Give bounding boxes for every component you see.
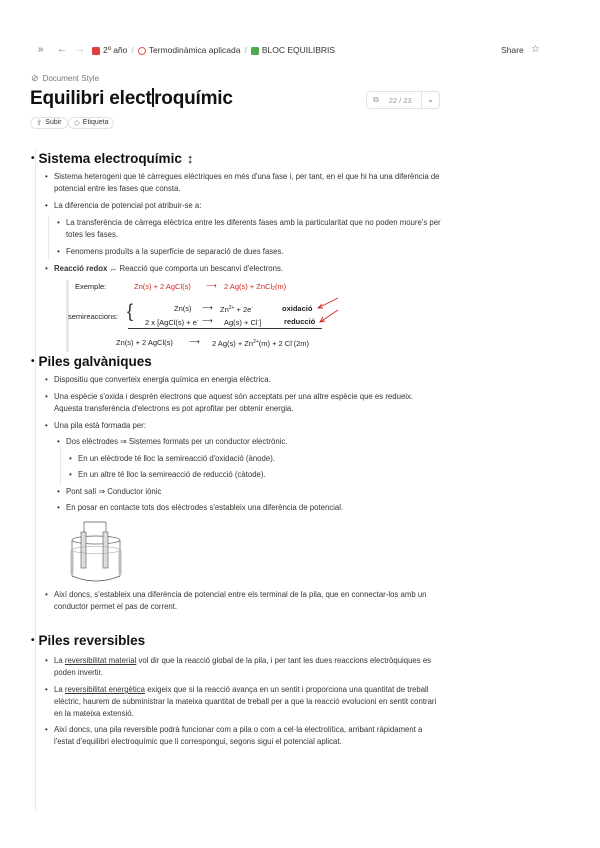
list-item: • Una espècie s'oxida i desprèn electrons que aquest són acceptats per una altre espècie que es redueix. Aquesta transferència d'electrons es pot aprofitar per obtenir energia.: [45, 392, 414, 413]
list-item: • La transferència de càrrega elèctrica entre les diferents fases amb la particularitat que no poden moure's per totes les fases.: [57, 218, 441, 239]
list-item: • Reacció redox ↔ Reacció que comporta un bescanvi d'electrons.: [45, 264, 284, 273]
list-item: • Dos elèctrodes ⇒ Sistemes formats per un conductor electrònic.: [57, 437, 288, 446]
list-item: • La diferencia de potencial pot atribuir-se a:: [45, 201, 202, 210]
flame-icon: [138, 47, 146, 55]
section-heading-electrochemical[interactable]: • Sistema electroquímic ↕: [31, 151, 194, 166]
breadcrumb-item-course[interactable]: Termodinàmica aplicada: [138, 45, 241, 56]
vertical-arrows-icon: ↕: [186, 151, 194, 166]
page-title[interactable]: Equilibri elect roquímic: [30, 88, 233, 109]
page-counter: 22 / 23: [388, 95, 412, 105]
galvanic-cell-diagram: [66, 516, 136, 586]
list-item: • Així doncs, una pila reversible podrà funcionar com a pila o com a cel·la electrolítica, arribant ràpidament a l'estat d'equilibri electroquímic que li correspongui, segons sigui el potencial aplicat.: [45, 725, 423, 746]
content-guide-line: [35, 150, 36, 810]
folder-icon: [251, 47, 259, 55]
double-chevron-right-icon[interactable]: »: [38, 44, 44, 55]
top-bar: [0, 40, 600, 62]
arrow-right-icon[interactable]: →: [75, 44, 85, 55]
section-heading-galvanic-cells[interactable]: • Piles galvàniques: [31, 354, 152, 369]
chevron-down-icon[interactable]: ⌄: [421, 92, 439, 108]
document-style-label[interactable]: ⊘ Document Style: [31, 73, 100, 83]
link-icon: ⊘: [31, 73, 39, 83]
list-item: • Sistema heterogeni que té càrregues elèctriques en més d'una fase i, per tant, en el que hi ha una diferència de potencial entre les fases que consta.: [45, 172, 440, 193]
list-item: • En posar en contacte tots dos elèctrodes s'estableix una diferència de potencial.: [57, 503, 344, 512]
breadcrumb-item-year[interactable]: 2º año: [92, 45, 127, 56]
list-item: • La reversibilitat energètica exigeix que si la reacció avança en un sentit i proporciona una quantitat de treball elèctric, haurem de subministrar la mateixa quantitat de treball per a que la reacció evolucioni en sentit contrari en la mateixa extensió.: [45, 685, 437, 718]
redox-reaction-figure: Exemple: Zn(s) + 2 AgCl(s) ⟶ 2 Ag(s) + ZnCl$_2$(m) semireaccions: { Zn(s) ⟶ $Zn^{2+} + 2e^-$ 2 x [AgCl(s) + e- ⟶ Ag(s) + Cl-] oxidació reducció Zn(s) + 2 AgCl(s) ⟶ 2 $Ag(s) + Zn^{2+}(m) + 2$ Cl-(2m): [66, 280, 340, 352]
list-item: • Pont salí ⇒ Conductor iònic: [57, 487, 162, 496]
list-item: • Així doncs, s'estableix una diferència de potencial entre els terminal de la pila, que en connectar-los amb un conductor permet el pas de corrent.: [45, 590, 427, 611]
nest-guide-line: [48, 215, 49, 259]
section-heading-reversible-cells[interactable]: • Piles reversibles: [31, 633, 146, 648]
nest-guide-line: [60, 446, 61, 486]
annotation-arrows: [314, 296, 340, 326]
list-item: • En un elèctrode té lloc la semireacció d'oxidació (ànode).: [69, 454, 275, 463]
share-button[interactable]: Share: [501, 45, 524, 55]
upload-icon: ⇪: [36, 118, 43, 127]
list-item: • Una pila està formada per:: [45, 421, 146, 430]
semireactions-label: semireaccions:: [68, 312, 119, 321]
page-pager[interactable]: [366, 91, 440, 109]
sum-line: [128, 328, 322, 329]
folder-icon: [92, 47, 100, 55]
list-item: • Fenomens produïts a la superfície de separació de dues fases.: [57, 247, 284, 256]
list-item: • La reversibilitat material vol dir que la reacció global de la pila, i per tant les dues reaccions electròquiques es poden invertir.: [45, 656, 432, 677]
example-label: Exemple:: [75, 282, 107, 291]
list-item: • En un altre té lloc la semireacció de reducció (càtode).: [69, 470, 266, 479]
list-item: • Dispositiu que converteix energia química en energia elèctrica.: [45, 375, 271, 384]
copy-icon: ⧉: [373, 95, 379, 104]
star-icon[interactable]: ☆: [531, 44, 540, 55]
upload-chip[interactable]: ⇪ Subir: [30, 117, 68, 129]
breadcrumb-item-block[interactable]: BLOC EQUILIBRIS: [251, 45, 335, 56]
inline-link[interactable]: reversibilitat energètica: [64, 685, 146, 694]
breadcrumb: 2º año / Termodinàmica aplicada / BLOC EQUILIBRIS: [92, 45, 335, 56]
tag-chip[interactable]: ◇ Etiqueta: [68, 117, 114, 129]
brace: {: [127, 301, 134, 321]
inline-link[interactable]: reversibilitat material: [64, 656, 137, 665]
arrow-left-icon[interactable]: ←: [57, 44, 67, 55]
tag-icon: ◇: [74, 118, 80, 127]
